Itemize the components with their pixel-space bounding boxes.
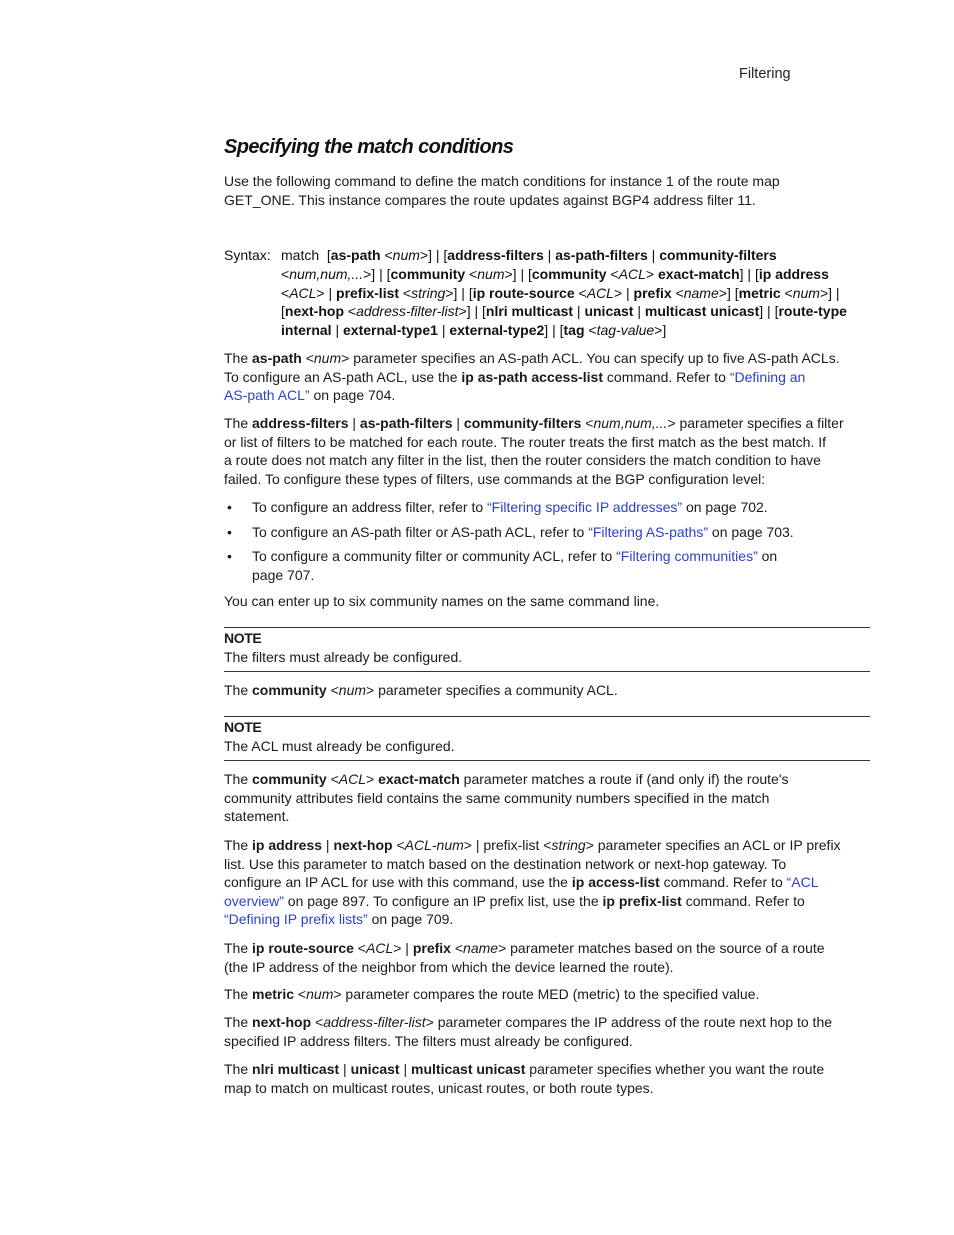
metric-paragraph: The metric <num> parameter compares the route MED (metric) to the specified value.: [224, 986, 760, 1002]
note-title: NOTE: [224, 719, 262, 735]
note-text: The ACL must already be configured.: [224, 737, 455, 754]
note-bottom-rule: [224, 671, 870, 672]
link-filtering-ip-addresses[interactable]: “Filtering specific IP addresses”: [487, 499, 683, 515]
route-source-paragraph: The ip route-source <ACL> | prefix <name> parameter matches based on the source of a route (the IP address of the neighbor from which the device learned the route).: [224, 940, 825, 975]
note-filters: [224, 629, 870, 666]
syntax-block: [224, 246, 874, 340]
section-heading: Specifying the match conditions: [224, 136, 514, 158]
syntax-label: Syntax:: [224, 247, 271, 263]
bullet-list: [224, 498, 870, 584]
exact-match-paragraph: The community <ACL> exact-match parameter matches a route if (and only if) the route's community attributes field contains the same community numbers specified in the match statement.: [224, 771, 789, 825]
note-top-rule: [224, 716, 870, 717]
link-filtering-communities[interactable]: “Filtering communities”: [616, 548, 758, 565]
nlri-paragraph: The nlri multicast | unicast | multicast unicast parameter specifies whether you want the route map to match on multicast routes, unicast routes, or both route types.: [224, 1061, 825, 1096]
next-hop-paragraph: The next-hop <address-filter-list> parameter compares the IP address of the route next hop to the specified IP address filters. The filters must already be configured.: [224, 1014, 833, 1049]
ip-address-paragraph: The ip address | next-hop <ACL-num> | prefix-list <string> parameter specifies an ACL or IP prefix list. Use this parameter to match based on the destination network or next-hop gateway. To configure an IP ACL for use with this command, use the ip access-list command. Refer to “ACL overview” on page 897. To configure an IP prefix list, use the ip prefix-list command. Refer to “Defining IP prefix lists” on page 709.: [224, 837, 841, 928]
intro-paragraph: Use the following command to define the match conditions for instance 1 of the route map GET_ONE. This instance compares the route updates against BGP4 address filter 11.: [224, 173, 780, 208]
list-item: • To configure a community filter or community ACL, refer to “Filtering communities” on page 707.: [227, 548, 778, 583]
note-acl: [224, 718, 870, 755]
running-header: Filtering: [739, 66, 791, 82]
bullet-icon: •: [227, 523, 232, 540]
link-filtering-as-paths[interactable]: “Filtering AS-paths”: [588, 523, 709, 540]
note-top-rule: [224, 627, 870, 628]
link-defining-ip-prefix-lists[interactable]: “Defining IP prefix lists”: [224, 911, 368, 928]
six-communities-paragraph: You can enter up to six community names on the same command line.: [224, 593, 660, 609]
note-bottom-rule: [224, 760, 870, 761]
filters-paragraph: The address-filters | as-path-filters | community-filters <num,num,...> parameter specifies a filter or list of filters to be matched for each route. The router treats the first match as the best match. If a route does not match any filter in the list, then the router considers the match condition to have failed. To configure these types of filters, use commands at the BGP configuration level:: [224, 415, 844, 487]
list-item: • To configure an address filter, refer to “Filtering specific IP addresses” on page 702.: [227, 499, 768, 515]
community-paragraph: The community <num> parameter specifies a community ACL.: [224, 682, 618, 698]
bullet-icon: •: [227, 548, 232, 565]
note-title: NOTE: [224, 630, 262, 646]
list-item: • To configure an AS-path filter or AS-path ACL, refer to “Filtering AS-paths” on page 703.: [227, 523, 794, 540]
link-defining-as-path-acl[interactable]: “Defining an AS-path ACL”: [224, 368, 806, 404]
link-acl-overview[interactable]: “ACL overview”: [224, 874, 819, 909]
bullet-icon: •: [227, 499, 232, 515]
note-text: The filters must already be configured.: [224, 648, 463, 665]
as-path-paragraph: The as-path <num> parameter specifies an AS-path ACL. You can specify up to five AS-path ACLs. To configure an AS-path ACL, use the ip as-path access-list command. Refer to “Defining an AS-path ACL” on page 704.: [224, 350, 840, 404]
syntax-body: match [as-path <num>] | [address-filters | as-path-filters | community-filters <num,num,...>] | [community <num>] | [community <ACL> exact-match] | [ip address <ACL> | prefix-list <string>] | [ip route-source <ACL> | prefix <name>] [metric <num>] | [next-hop <address-filter-list>] | [nlri multicast | unicast | multicast unicast] | [route-type internal | external-type1 | external-type2] | [tag <tag-value>]: [281, 247, 847, 339]
